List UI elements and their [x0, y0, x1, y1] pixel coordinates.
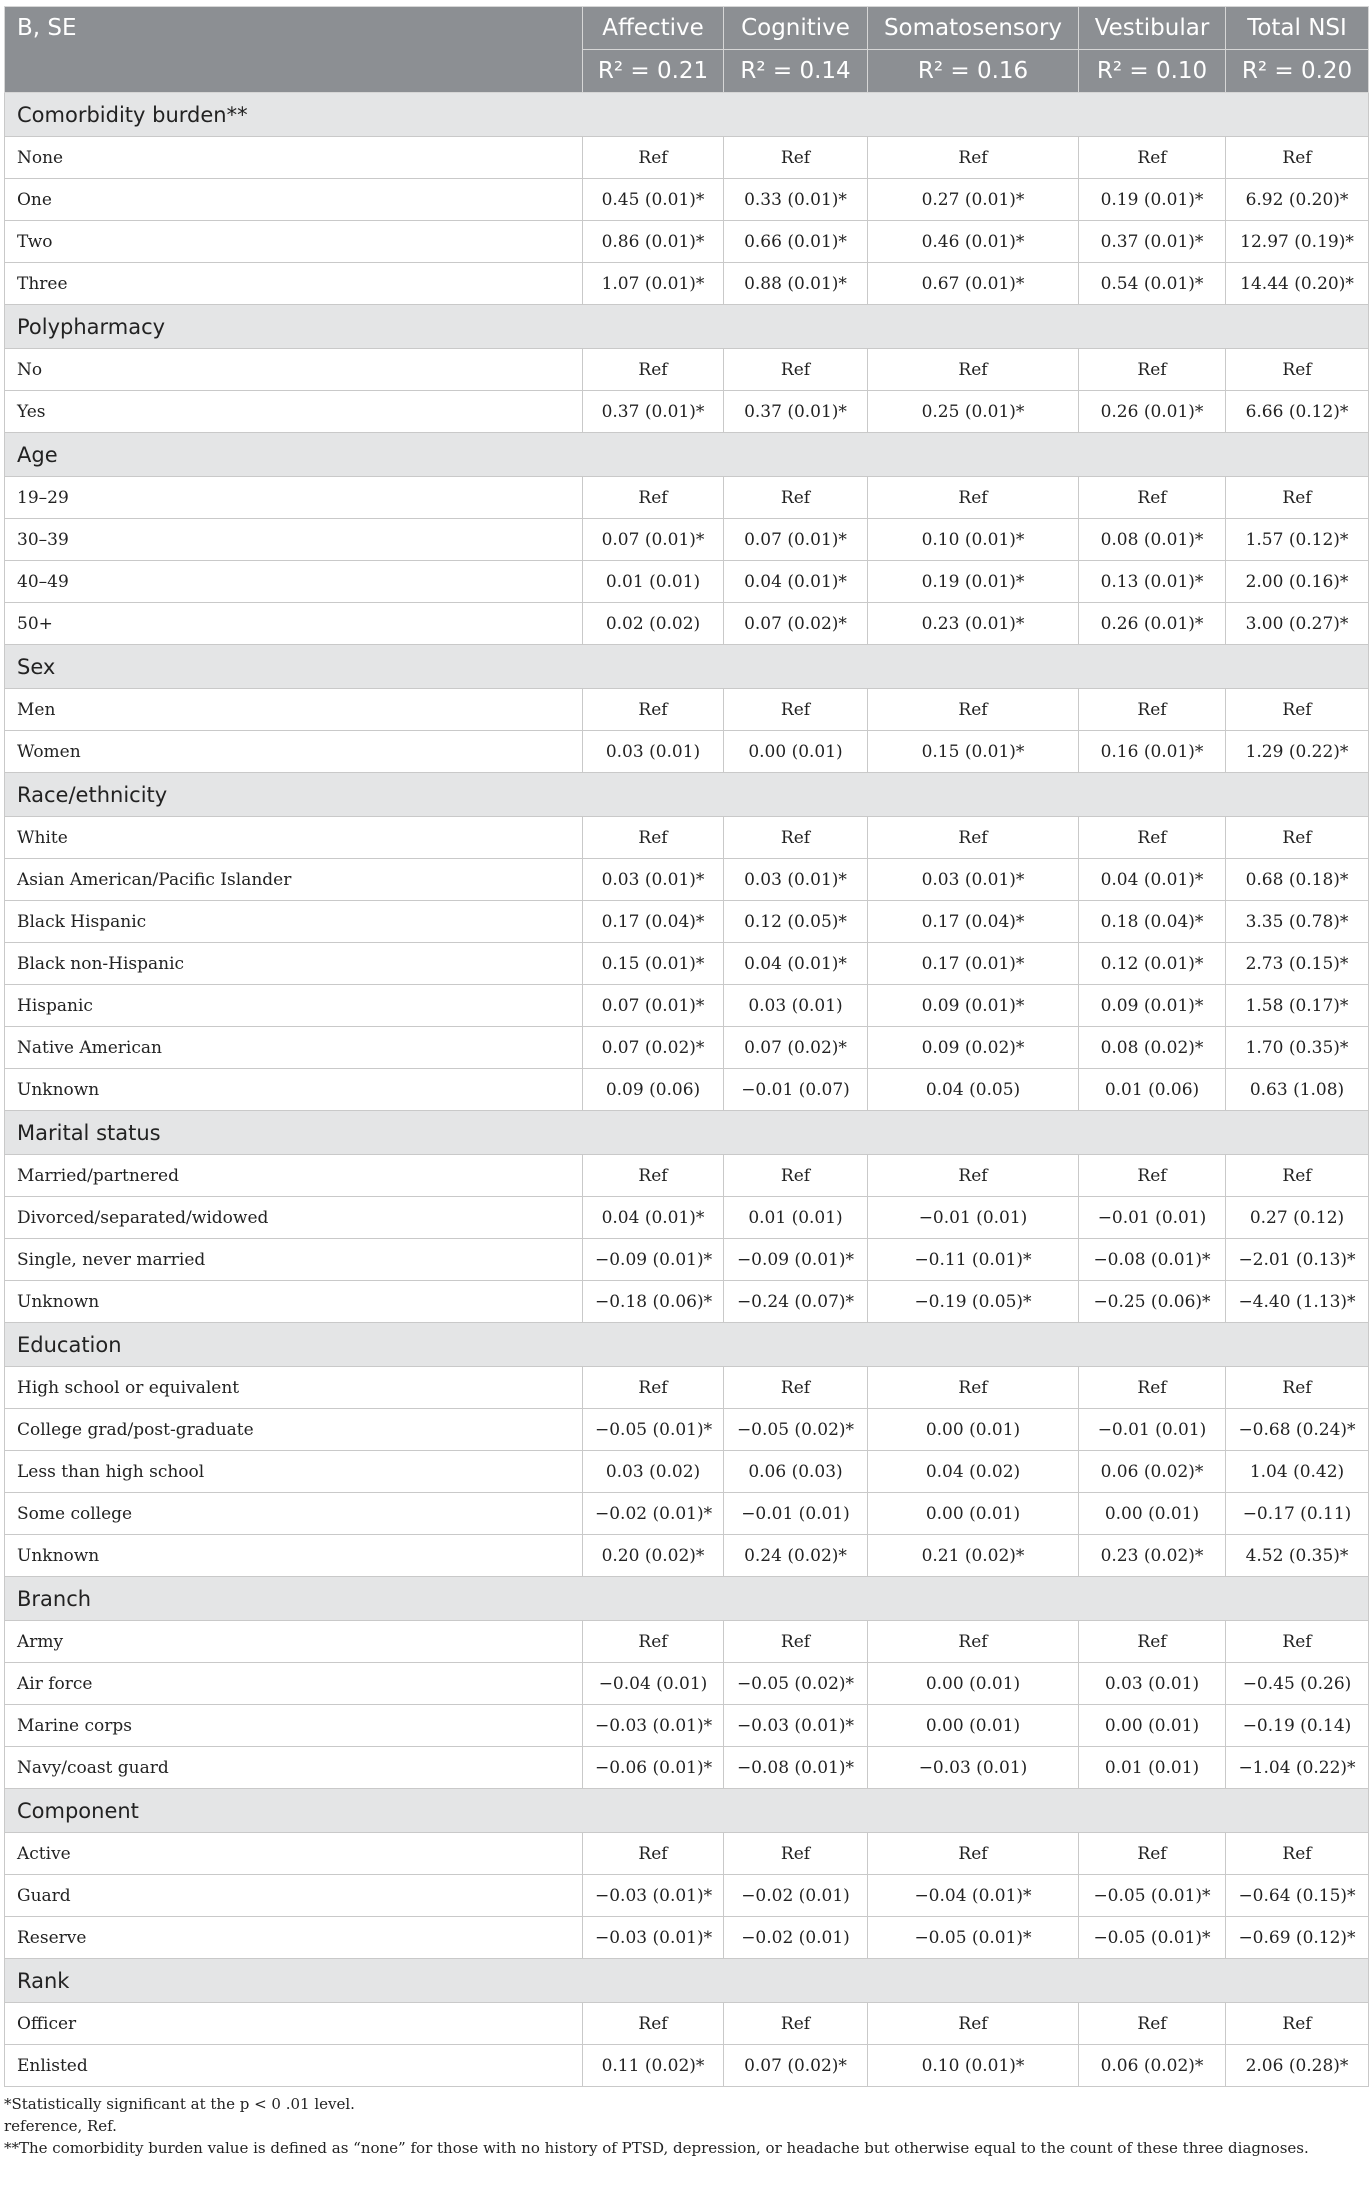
cell-somatosensory: Ref: [868, 817, 1079, 859]
cell-cognitive: 0.06 (0.03): [724, 1451, 868, 1493]
cell-somatosensory: 0.10 (0.01)*: [868, 2045, 1079, 2087]
cell-affective: −0.05 (0.01)*: [583, 1409, 724, 1451]
cell-affective: 0.03 (0.01): [583, 731, 724, 773]
cell-vestibular: −0.05 (0.01)*: [1079, 1875, 1226, 1917]
cell-somatosensory: 0.15 (0.01)*: [868, 731, 1079, 773]
cell-total-nsi: 0.68 (0.18)*: [1226, 859, 1369, 901]
row-label: 30–39: [5, 519, 583, 561]
cell-cognitive: 0.07 (0.02)*: [724, 603, 868, 645]
row-label: 40–49: [5, 561, 583, 603]
cell-total-nsi: 1.57 (0.12)*: [1226, 519, 1369, 561]
cell-vestibular: 0.01 (0.06): [1079, 1069, 1226, 1111]
cell-somatosensory: 0.09 (0.01)*: [868, 985, 1079, 1027]
cell-total-nsi: −0.17 (0.11): [1226, 1493, 1369, 1535]
cell-total-nsi: 2.06 (0.28)*: [1226, 2045, 1369, 2087]
cell-affective: 0.86 (0.01)*: [583, 221, 724, 263]
cell-cognitive: −0.01 (0.01): [724, 1493, 868, 1535]
cell-somatosensory: 0.10 (0.01)*: [868, 519, 1079, 561]
table-row: [5, 1281, 1369, 1323]
cell-affective: 0.07 (0.02)*: [583, 1027, 724, 1069]
cell-affective: 0.04 (0.01)*: [583, 1197, 724, 1239]
cell-vestibular: −0.01 (0.01): [1079, 1197, 1226, 1239]
cell-somatosensory: −0.04 (0.01)*: [868, 1875, 1079, 1917]
cell-somatosensory: 0.17 (0.01)*: [868, 943, 1079, 985]
row-label: None: [5, 137, 583, 179]
cell-affective: 0.01 (0.01): [583, 561, 724, 603]
cell-affective: 0.03 (0.02): [583, 1451, 724, 1493]
cell-somatosensory: 0.21 (0.02)*: [868, 1535, 1079, 1577]
cell-affective: −0.02 (0.01)*: [583, 1493, 724, 1535]
cell-vestibular: Ref: [1079, 1833, 1226, 1875]
cell-cognitive: Ref: [724, 1621, 868, 1663]
cell-total-nsi: −0.68 (0.24)*: [1226, 1409, 1369, 1451]
table-row: [5, 731, 1369, 773]
cell-total-nsi: Ref: [1226, 137, 1369, 179]
row-label: Active: [5, 1833, 583, 1875]
cell-affective: 0.15 (0.01)*: [583, 943, 724, 985]
row-label: 50+: [5, 603, 583, 645]
footnote-reference: reference, Ref.: [4, 2117, 117, 2135]
column-header-somatosensory: Somatosensory: [868, 7, 1079, 50]
section-title: Education: [5, 1323, 1369, 1367]
cell-somatosensory: −0.03 (0.01): [868, 1747, 1079, 1789]
table-row: [5, 519, 1369, 561]
row-label: Single, never married: [5, 1239, 583, 1281]
row-label: Less than high school: [5, 1451, 583, 1493]
cell-vestibular: Ref: [1079, 1155, 1226, 1197]
cell-somatosensory: 0.27 (0.01)*: [868, 179, 1079, 221]
cell-total-nsi: 12.97 (0.19)*: [1226, 221, 1369, 263]
table-row: [5, 1493, 1369, 1535]
cell-cognitive: 0.12 (0.05)*: [724, 901, 868, 943]
row-label: Unknown: [5, 1281, 583, 1323]
cell-affective: −0.03 (0.01)*: [583, 1917, 724, 1959]
section-title: Component: [5, 1789, 1369, 1833]
cell-cognitive: Ref: [724, 1833, 868, 1875]
cell-affective: Ref: [583, 1155, 724, 1197]
column-header-total-nsi: Total NSI: [1226, 7, 1369, 50]
cell-vestibular: Ref: [1079, 817, 1226, 859]
cell-total-nsi: 2.00 (0.16)*: [1226, 561, 1369, 603]
cell-affective: 0.20 (0.02)*: [583, 1535, 724, 1577]
cell-vestibular: −0.08 (0.01)*: [1079, 1239, 1226, 1281]
table-row: [5, 985, 1369, 1027]
cell-vestibular: 0.08 (0.02)*: [1079, 1027, 1226, 1069]
cell-cognitive: −0.05 (0.02)*: [724, 1409, 868, 1451]
cell-affective: −0.03 (0.01)*: [583, 1705, 724, 1747]
cell-total-nsi: −1.04 (0.22)*: [1226, 1747, 1369, 1789]
row-label: Hispanic: [5, 985, 583, 1027]
column-header-cognitive: Cognitive: [724, 7, 868, 50]
cell-affective: 0.17 (0.04)*: [583, 901, 724, 943]
cell-total-nsi: 4.52 (0.35)*: [1226, 1535, 1369, 1577]
cell-vestibular: 0.00 (0.01): [1079, 1705, 1226, 1747]
cell-vestibular: 0.26 (0.01)*: [1079, 603, 1226, 645]
cell-cognitive: Ref: [724, 2003, 868, 2045]
table-row: [5, 689, 1369, 731]
cell-cognitive: −0.03 (0.01)*: [724, 1705, 868, 1747]
cell-cognitive: 0.01 (0.01): [724, 1197, 868, 1239]
cell-cognitive: 0.33 (0.01)*: [724, 179, 868, 221]
cell-cognitive: 0.03 (0.01): [724, 985, 868, 1027]
cell-vestibular: 0.06 (0.02)*: [1079, 1451, 1226, 1493]
cell-cognitive: 0.03 (0.01)*: [724, 859, 868, 901]
cell-somatosensory: 0.46 (0.01)*: [868, 221, 1079, 263]
cell-vestibular: Ref: [1079, 689, 1226, 731]
cell-total-nsi: 1.29 (0.22)*: [1226, 731, 1369, 773]
section-header-row: [5, 1959, 1369, 2003]
cell-cognitive: 0.66 (0.01)*: [724, 221, 868, 263]
section-header-row: [5, 773, 1369, 817]
section-title: Comorbidity burden**: [5, 93, 1369, 137]
cell-somatosensory: 0.00 (0.01): [868, 1663, 1079, 1705]
table-row: [5, 1367, 1369, 1409]
cell-cognitive: Ref: [724, 817, 868, 859]
cell-somatosensory: 0.09 (0.02)*: [868, 1027, 1079, 1069]
cell-cognitive: 0.24 (0.02)*: [724, 1535, 868, 1577]
cell-somatosensory: −0.01 (0.01): [868, 1197, 1079, 1239]
row-label: Men: [5, 689, 583, 731]
table-row: [5, 1663, 1369, 1705]
row-label: Three: [5, 263, 583, 305]
row-label: 19–29: [5, 477, 583, 519]
cell-total-nsi: −0.64 (0.15)*: [1226, 1875, 1369, 1917]
table-row: [5, 1705, 1369, 1747]
cell-cognitive: Ref: [724, 477, 868, 519]
table-row: [5, 1239, 1369, 1281]
row-label: Officer: [5, 2003, 583, 2045]
table-row: [5, 1747, 1369, 1789]
section-header-row: [5, 1789, 1369, 1833]
cell-affective: 0.07 (0.01)*: [583, 985, 724, 1027]
cell-total-nsi: 0.63 (1.08): [1226, 1069, 1369, 1111]
cell-affective: −0.04 (0.01): [583, 1663, 724, 1705]
table-row: [5, 1197, 1369, 1239]
column-header-affective: Affective: [583, 7, 724, 50]
cell-vestibular: 0.06 (0.02)*: [1079, 2045, 1226, 2087]
section-title: Sex: [5, 645, 1369, 689]
cell-total-nsi: 2.73 (0.15)*: [1226, 943, 1369, 985]
table-row: [5, 1535, 1369, 1577]
cell-somatosensory: 0.00 (0.01): [868, 1409, 1079, 1451]
cell-total-nsi: Ref: [1226, 817, 1369, 859]
cell-total-nsi: −0.69 (0.12)*: [1226, 1917, 1369, 1959]
cell-cognitive: −0.09 (0.01)*: [724, 1239, 868, 1281]
cell-cognitive: −0.05 (0.02)*: [724, 1663, 868, 1705]
cell-total-nsi: Ref: [1226, 1833, 1369, 1875]
cell-vestibular: 0.08 (0.01)*: [1079, 519, 1226, 561]
row-label: Yes: [5, 391, 583, 433]
table-row: [5, 1917, 1369, 1959]
cell-cognitive: 0.07 (0.01)*: [724, 519, 868, 561]
row-label: Marine corps: [5, 1705, 583, 1747]
cell-vestibular: Ref: [1079, 137, 1226, 179]
cell-somatosensory: Ref: [868, 689, 1079, 731]
cell-total-nsi: 1.58 (0.17)*: [1226, 985, 1369, 1027]
cell-somatosensory: 0.17 (0.04)*: [868, 901, 1079, 943]
cell-cognitive: −0.02 (0.01): [724, 1875, 868, 1917]
cell-vestibular: 0.00 (0.01): [1079, 1493, 1226, 1535]
section-header-row: [5, 1111, 1369, 1155]
cell-total-nsi: −0.19 (0.14): [1226, 1705, 1369, 1747]
row-label: Some college: [5, 1493, 583, 1535]
row-label: Women: [5, 731, 583, 773]
section-header-row: [5, 93, 1369, 137]
cell-affective: Ref: [583, 817, 724, 859]
table-row: [5, 179, 1369, 221]
table-row: [5, 477, 1369, 519]
row-label: Divorced/separated/widowed: [5, 1197, 583, 1239]
table-row: [5, 1409, 1369, 1451]
cell-total-nsi: 1.70 (0.35)*: [1226, 1027, 1369, 1069]
footnote-significance: *Statistically significant at the p < 0 .01 level.: [4, 2095, 355, 2113]
cell-somatosensory: Ref: [868, 477, 1079, 519]
cell-total-nsi: 0.27 (0.12): [1226, 1197, 1369, 1239]
cell-affective: Ref: [583, 2003, 724, 2045]
cell-somatosensory: Ref: [868, 349, 1079, 391]
cell-vestibular: Ref: [1079, 1367, 1226, 1409]
cell-vestibular: 0.18 (0.04)*: [1079, 901, 1226, 943]
cell-somatosensory: Ref: [868, 2003, 1079, 2045]
r-squared-cognitive: R² = 0.14: [724, 50, 868, 93]
table-body: [5, 93, 1369, 2087]
row-label: Black Hispanic: [5, 901, 583, 943]
cell-cognitive: 0.04 (0.01)*: [724, 943, 868, 985]
row-label: One: [5, 179, 583, 221]
table-row: [5, 1833, 1369, 1875]
cell-cognitive: −0.24 (0.07)*: [724, 1281, 868, 1323]
cell-affective: Ref: [583, 689, 724, 731]
cell-total-nsi: 3.35 (0.78)*: [1226, 901, 1369, 943]
cell-cognitive: 0.37 (0.01)*: [724, 391, 868, 433]
cell-affective: Ref: [583, 1621, 724, 1663]
cell-vestibular: 0.23 (0.02)*: [1079, 1535, 1226, 1577]
section-title: Branch: [5, 1577, 1369, 1621]
cell-somatosensory: 0.25 (0.01)*: [868, 391, 1079, 433]
cell-somatosensory: −0.11 (0.01)*: [868, 1239, 1079, 1281]
cell-affective: −0.03 (0.01)*: [583, 1875, 724, 1917]
table-row: [5, 1451, 1369, 1493]
row-label: White: [5, 817, 583, 859]
table-row: [5, 221, 1369, 263]
table-footnotes: [4, 2093, 1368, 2159]
section-header-row: [5, 645, 1369, 689]
cell-cognitive: Ref: [724, 349, 868, 391]
cell-affective: Ref: [583, 349, 724, 391]
cell-vestibular: 0.16 (0.01)*: [1079, 731, 1226, 773]
cell-affective: Ref: [583, 1833, 724, 1875]
section-title: Rank: [5, 1959, 1369, 2003]
footnote-comorbidity-definition: **The comorbidity burden value is defined as “none” for those with no history of PTSD, depression, or headache but otherwise equal to the count of these three diagnoses.: [4, 2139, 1309, 2157]
cell-cognitive: 0.04 (0.01)*: [724, 561, 868, 603]
cell-somatosensory: 0.19 (0.01)*: [868, 561, 1079, 603]
cell-vestibular: 0.37 (0.01)*: [1079, 221, 1226, 263]
row-label: Unknown: [5, 1535, 583, 1577]
regression-table: [4, 6, 1369, 2087]
table-header: [5, 7, 1369, 93]
cell-affective: Ref: [583, 1367, 724, 1409]
cell-affective: 0.45 (0.01)*: [583, 179, 724, 221]
cell-somatosensory: Ref: [868, 1833, 1079, 1875]
cell-vestibular: 0.13 (0.01)*: [1079, 561, 1226, 603]
cell-affective: 0.11 (0.02)*: [583, 2045, 724, 2087]
table-row: [5, 817, 1369, 859]
cell-vestibular: 0.01 (0.01): [1079, 1747, 1226, 1789]
row-label: Married/partnered: [5, 1155, 583, 1197]
cell-total-nsi: −2.01 (0.13)*: [1226, 1239, 1369, 1281]
section-header-row: [5, 433, 1369, 477]
row-label: Black non-Hispanic: [5, 943, 583, 985]
cell-cognitive: 0.07 (0.02)*: [724, 2045, 868, 2087]
cell-affective: 0.03 (0.01)*: [583, 859, 724, 901]
cell-somatosensory: 0.04 (0.05): [868, 1069, 1079, 1111]
cell-vestibular: 0.19 (0.01)*: [1079, 179, 1226, 221]
table-row: [5, 1875, 1369, 1917]
cell-total-nsi: Ref: [1226, 1367, 1369, 1409]
r-squared-somatosensory: R² = 0.16: [868, 50, 1079, 93]
cell-cognitive: −0.02 (0.01): [724, 1917, 868, 1959]
section-title: Polypharmacy: [5, 305, 1369, 349]
table-row: [5, 263, 1369, 305]
cell-affective: 0.37 (0.01)*: [583, 391, 724, 433]
cell-somatosensory: 0.23 (0.01)*: [868, 603, 1079, 645]
cell-total-nsi: 3.00 (0.27)*: [1226, 603, 1369, 645]
cell-total-nsi: 6.92 (0.20)*: [1226, 179, 1369, 221]
cell-vestibular: −0.25 (0.06)*: [1079, 1281, 1226, 1323]
cell-somatosensory: 0.00 (0.01): [868, 1493, 1079, 1535]
cell-cognitive: Ref: [724, 1367, 868, 1409]
cell-total-nsi: −4.40 (1.13)*: [1226, 1281, 1369, 1323]
cell-cognitive: 0.07 (0.02)*: [724, 1027, 868, 1069]
column-header-vestibular: Vestibular: [1079, 7, 1226, 50]
cell-somatosensory: 0.03 (0.01)*: [868, 859, 1079, 901]
row-label: Army: [5, 1621, 583, 1663]
cell-cognitive: Ref: [724, 689, 868, 731]
row-label: Reserve: [5, 1917, 583, 1959]
row-label: No: [5, 349, 583, 391]
row-label: High school or equivalent: [5, 1367, 583, 1409]
corner-label: B, SE: [5, 7, 583, 93]
regression-table-container: [4, 6, 1368, 2159]
cell-somatosensory: Ref: [868, 1155, 1079, 1197]
section-title: Race/ethnicity: [5, 773, 1369, 817]
cell-affective: Ref: [583, 137, 724, 179]
r-squared-affective: R² = 0.21: [583, 50, 724, 93]
table-row: [5, 1027, 1369, 1069]
row-label: College grad/post-graduate: [5, 1409, 583, 1451]
cell-vestibular: 0.54 (0.01)*: [1079, 263, 1226, 305]
cell-total-nsi: 14.44 (0.20)*: [1226, 263, 1369, 305]
section-header-row: [5, 1577, 1369, 1621]
cell-vestibular: 0.09 (0.01)*: [1079, 985, 1226, 1027]
cell-vestibular: Ref: [1079, 2003, 1226, 2045]
row-label: Native American: [5, 1027, 583, 1069]
table-row: [5, 2003, 1369, 2045]
cell-total-nsi: 1.04 (0.42): [1226, 1451, 1369, 1493]
cell-total-nsi: Ref: [1226, 349, 1369, 391]
row-label: Unknown: [5, 1069, 583, 1111]
cell-somatosensory: −0.05 (0.01)*: [868, 1917, 1079, 1959]
row-label: Asian American/Pacific Islander: [5, 859, 583, 901]
table-row: [5, 2045, 1369, 2087]
cell-somatosensory: Ref: [868, 1621, 1079, 1663]
table-row: [5, 1155, 1369, 1197]
table-row: [5, 137, 1369, 179]
cell-total-nsi: Ref: [1226, 689, 1369, 731]
cell-total-nsi: Ref: [1226, 1621, 1369, 1663]
cell-affective: 0.09 (0.06): [583, 1069, 724, 1111]
row-label: Navy/coast guard: [5, 1747, 583, 1789]
row-label: Guard: [5, 1875, 583, 1917]
cell-affective: −0.06 (0.01)*: [583, 1747, 724, 1789]
r-squared-total-nsi: R² = 0.20: [1226, 50, 1369, 93]
table-row: [5, 943, 1369, 985]
cell-somatosensory: 0.04 (0.02): [868, 1451, 1079, 1493]
cell-affective: 0.02 (0.02): [583, 603, 724, 645]
header-row-columns: [5, 7, 1369, 50]
table-row: [5, 603, 1369, 645]
cell-vestibular: −0.05 (0.01)*: [1079, 1917, 1226, 1959]
cell-total-nsi: −0.45 (0.26): [1226, 1663, 1369, 1705]
cell-vestibular: Ref: [1079, 477, 1226, 519]
cell-vestibular: Ref: [1079, 1621, 1226, 1663]
cell-vestibular: 0.04 (0.01)*: [1079, 859, 1226, 901]
cell-affective: 0.07 (0.01)*: [583, 519, 724, 561]
table-row: [5, 391, 1369, 433]
cell-somatosensory: 0.67 (0.01)*: [868, 263, 1079, 305]
cell-somatosensory: 0.00 (0.01): [868, 1705, 1079, 1747]
cell-vestibular: Ref: [1079, 349, 1226, 391]
section-header-row: [5, 305, 1369, 349]
cell-vestibular: 0.26 (0.01)*: [1079, 391, 1226, 433]
table-row: [5, 349, 1369, 391]
table-row: [5, 1621, 1369, 1663]
row-label: Two: [5, 221, 583, 263]
cell-cognitive: Ref: [724, 137, 868, 179]
row-label: Air force: [5, 1663, 583, 1705]
cell-total-nsi: Ref: [1226, 2003, 1369, 2045]
cell-total-nsi: Ref: [1226, 1155, 1369, 1197]
r-squared-vestibular: R² = 0.10: [1079, 50, 1226, 93]
cell-somatosensory: −0.19 (0.05)*: [868, 1281, 1079, 1323]
row-label: Enlisted: [5, 2045, 583, 2087]
cell-affective: −0.09 (0.01)*: [583, 1239, 724, 1281]
cell-vestibular: 0.03 (0.01): [1079, 1663, 1226, 1705]
section-title: Marital status: [5, 1111, 1369, 1155]
cell-total-nsi: Ref: [1226, 477, 1369, 519]
table-row: [5, 1069, 1369, 1111]
cell-cognitive: −0.08 (0.01)*: [724, 1747, 868, 1789]
table-row: [5, 859, 1369, 901]
cell-affective: 1.07 (0.01)*: [583, 263, 724, 305]
cell-affective: −0.18 (0.06)*: [583, 1281, 724, 1323]
cell-vestibular: 0.12 (0.01)*: [1079, 943, 1226, 985]
cell-somatosensory: Ref: [868, 137, 1079, 179]
cell-affective: Ref: [583, 477, 724, 519]
section-title: Age: [5, 433, 1369, 477]
cell-cognitive: 0.88 (0.01)*: [724, 263, 868, 305]
cell-total-nsi: 6.66 (0.12)*: [1226, 391, 1369, 433]
table-row: [5, 901, 1369, 943]
section-header-row: [5, 1323, 1369, 1367]
cell-cognitive: Ref: [724, 1155, 868, 1197]
cell-somatosensory: Ref: [868, 1367, 1079, 1409]
cell-cognitive: 0.00 (0.01): [724, 731, 868, 773]
cell-cognitive: −0.01 (0.07): [724, 1069, 868, 1111]
table-row: [5, 561, 1369, 603]
cell-vestibular: −0.01 (0.01): [1079, 1409, 1226, 1451]
